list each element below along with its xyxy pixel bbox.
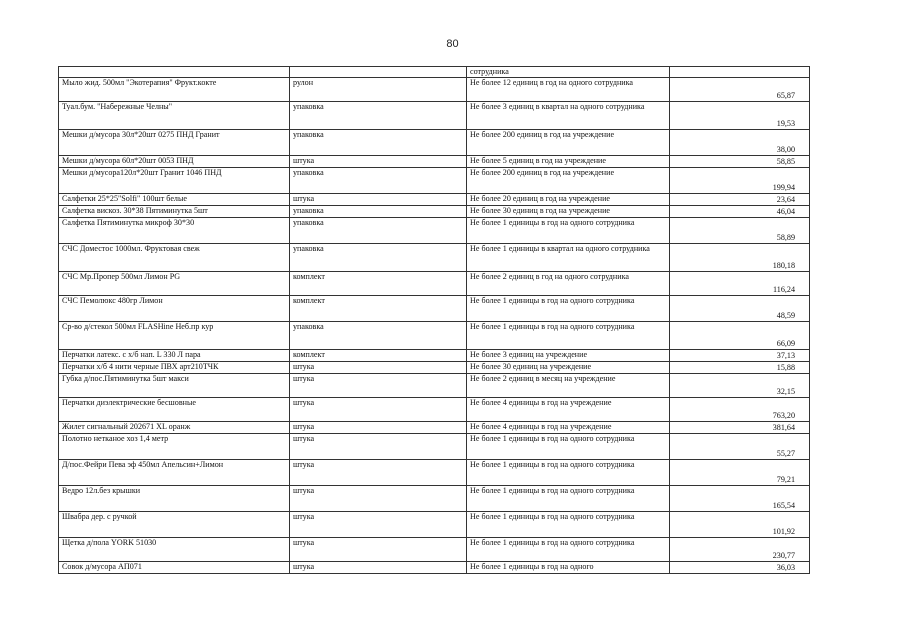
extra-column-cell <box>810 102 847 130</box>
table-row <box>59 206 847 218</box>
unit-cell: комплект <box>290 350 467 362</box>
item-name-cell: Д/пос.Фейри Пева эф 450мл Апельсин+Лимон <box>59 460 290 486</box>
table-row <box>59 67 847 78</box>
item-name-cell: Ср-во д/стекол 500мл FLASHine Неб.пр кур <box>59 322 290 350</box>
unit-cell: штука <box>290 486 467 512</box>
page-number: 80 <box>446 38 459 50</box>
norm-cell: Не более 2 единиц в месяц на учреждение <box>467 374 670 398</box>
price-cell: 65,87 <box>670 78 810 102</box>
price-cell: 38,00 <box>670 130 810 156</box>
unit-cell: штука <box>290 538 467 562</box>
item-name-cell: Салфетка вискоз. 30*38 Пятиминутка 5шт <box>59 206 290 218</box>
price-cell: 66,09 <box>670 322 810 350</box>
table-row <box>59 218 847 244</box>
table-row <box>59 434 847 460</box>
price-cell: 37,13 <box>670 350 810 362</box>
unit-cell: упаковка <box>290 206 467 218</box>
table-body <box>59 67 847 574</box>
extra-column-cell <box>810 422 847 434</box>
price-cell: 48,59 <box>670 296 810 322</box>
unit-cell: комплект <box>290 272 467 296</box>
table-row <box>59 296 847 322</box>
extra-column-cell <box>810 296 847 322</box>
table-row <box>59 102 847 130</box>
table-row <box>59 272 847 296</box>
table-row <box>59 512 847 538</box>
price-cell: 55,27 <box>670 434 810 460</box>
extra-column-cell <box>810 272 847 296</box>
norm-cell: Не более 2 единиц в год на одного сотрудника <box>467 272 670 296</box>
norm-cell: Не более 20 единиц в год на учреждение <box>467 194 670 206</box>
table-row <box>59 168 847 194</box>
norm-cell: Не более 1 единицы в год на одного сотрудника <box>467 538 670 562</box>
extra-column-cell <box>810 194 847 206</box>
extra-column-cell <box>810 168 847 194</box>
unit-cell: штука <box>290 374 467 398</box>
unit-cell: штука <box>290 434 467 460</box>
item-name-cell <box>59 67 290 78</box>
extra-column-cell <box>810 362 847 374</box>
extra-column-cell <box>810 486 847 512</box>
item-name-cell: Перчатки латекс. с х/б нап. L 330 Л пара <box>59 350 290 362</box>
price-cell: 381,64 <box>670 422 810 434</box>
norm-cell: Не более 1 единицы в год на одного сотрудника <box>467 486 670 512</box>
unit-cell: упаковка <box>290 130 467 156</box>
norm-cell: Не более 200 единиц в год на учреждение <box>467 168 670 194</box>
extra-column-cell <box>810 67 847 78</box>
table-row <box>59 322 847 350</box>
item-name-cell: СЧС Доместос 1000мл. Фруктовая свеж <box>59 244 290 272</box>
item-name-cell: Мешки д/мусора120л*20шт Гранит 1046 ПНД <box>59 168 290 194</box>
table-row <box>59 194 847 206</box>
norm-cell: Не более 4 единицы в год на учреждение <box>467 422 670 434</box>
item-name-cell: Туал.бум. "Набережные Челны" <box>59 102 290 130</box>
price-cell: 180,18 <box>670 244 810 272</box>
unit-cell: упаковка <box>290 168 467 194</box>
price-cell: 46,04 <box>670 206 810 218</box>
price-cell: 165,54 <box>670 486 810 512</box>
table-row <box>59 78 847 102</box>
item-name-cell: Салфетки 25*25"Solfi" 100шт белые <box>59 194 290 206</box>
norm-cell: Не более 3 единиц в квартал на одного сотрудника <box>467 102 670 130</box>
norm-cell: Не более 5 единиц в год на учреждение <box>467 156 670 168</box>
unit-cell: упаковка <box>290 244 467 272</box>
price-cell: 23,64 <box>670 194 810 206</box>
unit-cell: упаковка <box>290 218 467 244</box>
table-row <box>59 460 847 486</box>
price-cell <box>670 67 810 78</box>
extra-column-cell <box>810 322 847 350</box>
item-name-cell: Мыло жид. 500мл "Экотерапия" Фрукт.кокте <box>59 78 290 102</box>
item-name-cell: Мешки д/мусора 60л*20шт 0053 ПНД <box>59 156 290 168</box>
extra-column-cell <box>810 78 847 102</box>
extra-column-cell <box>810 460 847 486</box>
item-name-cell: СЧС Пемолюкс 480гр Лимон <box>59 296 290 322</box>
price-cell: 36,03 <box>670 562 810 574</box>
norm-cell: Не более 1 единицы в год на одного сотрудника <box>467 218 670 244</box>
norm-cell: Не более 1 единицы в год на одного <box>467 562 670 574</box>
price-cell: 19,53 <box>670 102 810 130</box>
extra-column-cell <box>810 538 847 562</box>
item-name-cell: Перчатки диэлектрические бесшовные <box>59 398 290 422</box>
extra-column-cell <box>810 562 847 574</box>
price-cell: 79,21 <box>670 460 810 486</box>
price-cell: 116,24 <box>670 272 810 296</box>
price-cell: 58,85 <box>670 156 810 168</box>
extra-column-cell <box>810 130 847 156</box>
norm-cell: Не более 4 единицы в год на учреждение <box>467 398 670 422</box>
table-row <box>59 130 847 156</box>
norm-cell: Не более 12 единиц в год на одного сотрудника <box>467 78 670 102</box>
norm-cell: Не более 30 единиц на учреждение <box>467 362 670 374</box>
table-row <box>59 486 847 512</box>
extra-column-cell <box>810 434 847 460</box>
unit-cell: рулон <box>290 78 467 102</box>
item-name-cell: Перчатки х/б 4 нити черные ПВХ арт210ТЧК <box>59 362 290 374</box>
unit-cell <box>290 67 467 78</box>
unit-cell: упаковка <box>290 102 467 130</box>
norm-cell: Не более 200 единиц в год на учреждение <box>467 130 670 156</box>
unit-cell: штука <box>290 194 467 206</box>
norm-cell: Не более 3 единиц на учреждение <box>467 350 670 362</box>
unit-cell: штука <box>290 398 467 422</box>
norm-cell: сотрудника <box>467 67 670 78</box>
item-name-cell: Жилет сигнальный 202671 XL оранж <box>59 422 290 434</box>
price-cell: 763,20 <box>670 398 810 422</box>
unit-cell: упаковка <box>290 322 467 350</box>
unit-cell: комплект <box>290 296 467 322</box>
table-row <box>59 538 847 562</box>
table-row <box>59 374 847 398</box>
unit-cell: штука <box>290 460 467 486</box>
item-name-cell: Салфетка Пятиминутка микроф 30*30 <box>59 218 290 244</box>
item-name-cell: Совок д/мусора АП071 <box>59 562 290 574</box>
item-name-cell: Полотно нетканое хоз 1,4 метр <box>59 434 290 460</box>
item-name-cell: Мешки д/мусора 30л*20шт 0275 ПНД Гранит <box>59 130 290 156</box>
unit-cell: штука <box>290 512 467 538</box>
table-row <box>59 244 847 272</box>
unit-cell: штука <box>290 156 467 168</box>
price-cell: 58,89 <box>670 218 810 244</box>
price-cell: 101,92 <box>670 512 810 538</box>
table-row <box>59 156 847 168</box>
item-name-cell: СЧС Мр.Пропер 500мл Лимон PG <box>59 272 290 296</box>
unit-cell: штука <box>290 562 467 574</box>
price-cell: 15,88 <box>670 362 810 374</box>
norm-cell: Не более 1 единицы в год на одного сотрудника <box>467 296 670 322</box>
extra-column-cell <box>810 350 847 362</box>
table-row <box>59 398 847 422</box>
norm-cell: Не более 1 единицы в год на одного сотрудника <box>467 460 670 486</box>
unit-cell: штука <box>290 422 467 434</box>
table-row <box>59 562 847 574</box>
norm-cell: Не более 1 единицы в квартал на одного сотрудника <box>467 244 670 272</box>
extra-column-cell <box>810 206 847 218</box>
unit-cell: штука <box>290 362 467 374</box>
item-name-cell: Ведро 12л.без крышки <box>59 486 290 512</box>
extra-column-cell <box>810 218 847 244</box>
table-row <box>59 362 847 374</box>
extra-column-cell <box>810 156 847 168</box>
item-name-cell: Губка д/пос.Пятиминутка 5шт макси <box>59 374 290 398</box>
extra-column-cell <box>810 244 847 272</box>
norm-cell: Не более 1 единицы в год на одного сотрудника <box>467 512 670 538</box>
price-cell: 199,94 <box>670 168 810 194</box>
table-row <box>59 422 847 434</box>
extra-column-cell <box>810 512 847 538</box>
item-name-cell: Щетка д/пола YORK 51030 <box>59 538 290 562</box>
norm-cell: Не более 1 единицы в год на одного сотрудника <box>467 322 670 350</box>
extra-column-cell <box>810 398 847 422</box>
price-cell: 230,77 <box>670 538 810 562</box>
items-table <box>58 66 846 574</box>
item-name-cell: Швабра дер. с ручкой <box>59 512 290 538</box>
extra-column-cell <box>810 374 847 398</box>
norm-cell: Не более 1 единицы в год на одного сотрудника <box>467 434 670 460</box>
norm-cell: Не более 30 единиц в год на учреждение <box>467 206 670 218</box>
table-row <box>59 350 847 362</box>
price-cell: 32,15 <box>670 374 810 398</box>
